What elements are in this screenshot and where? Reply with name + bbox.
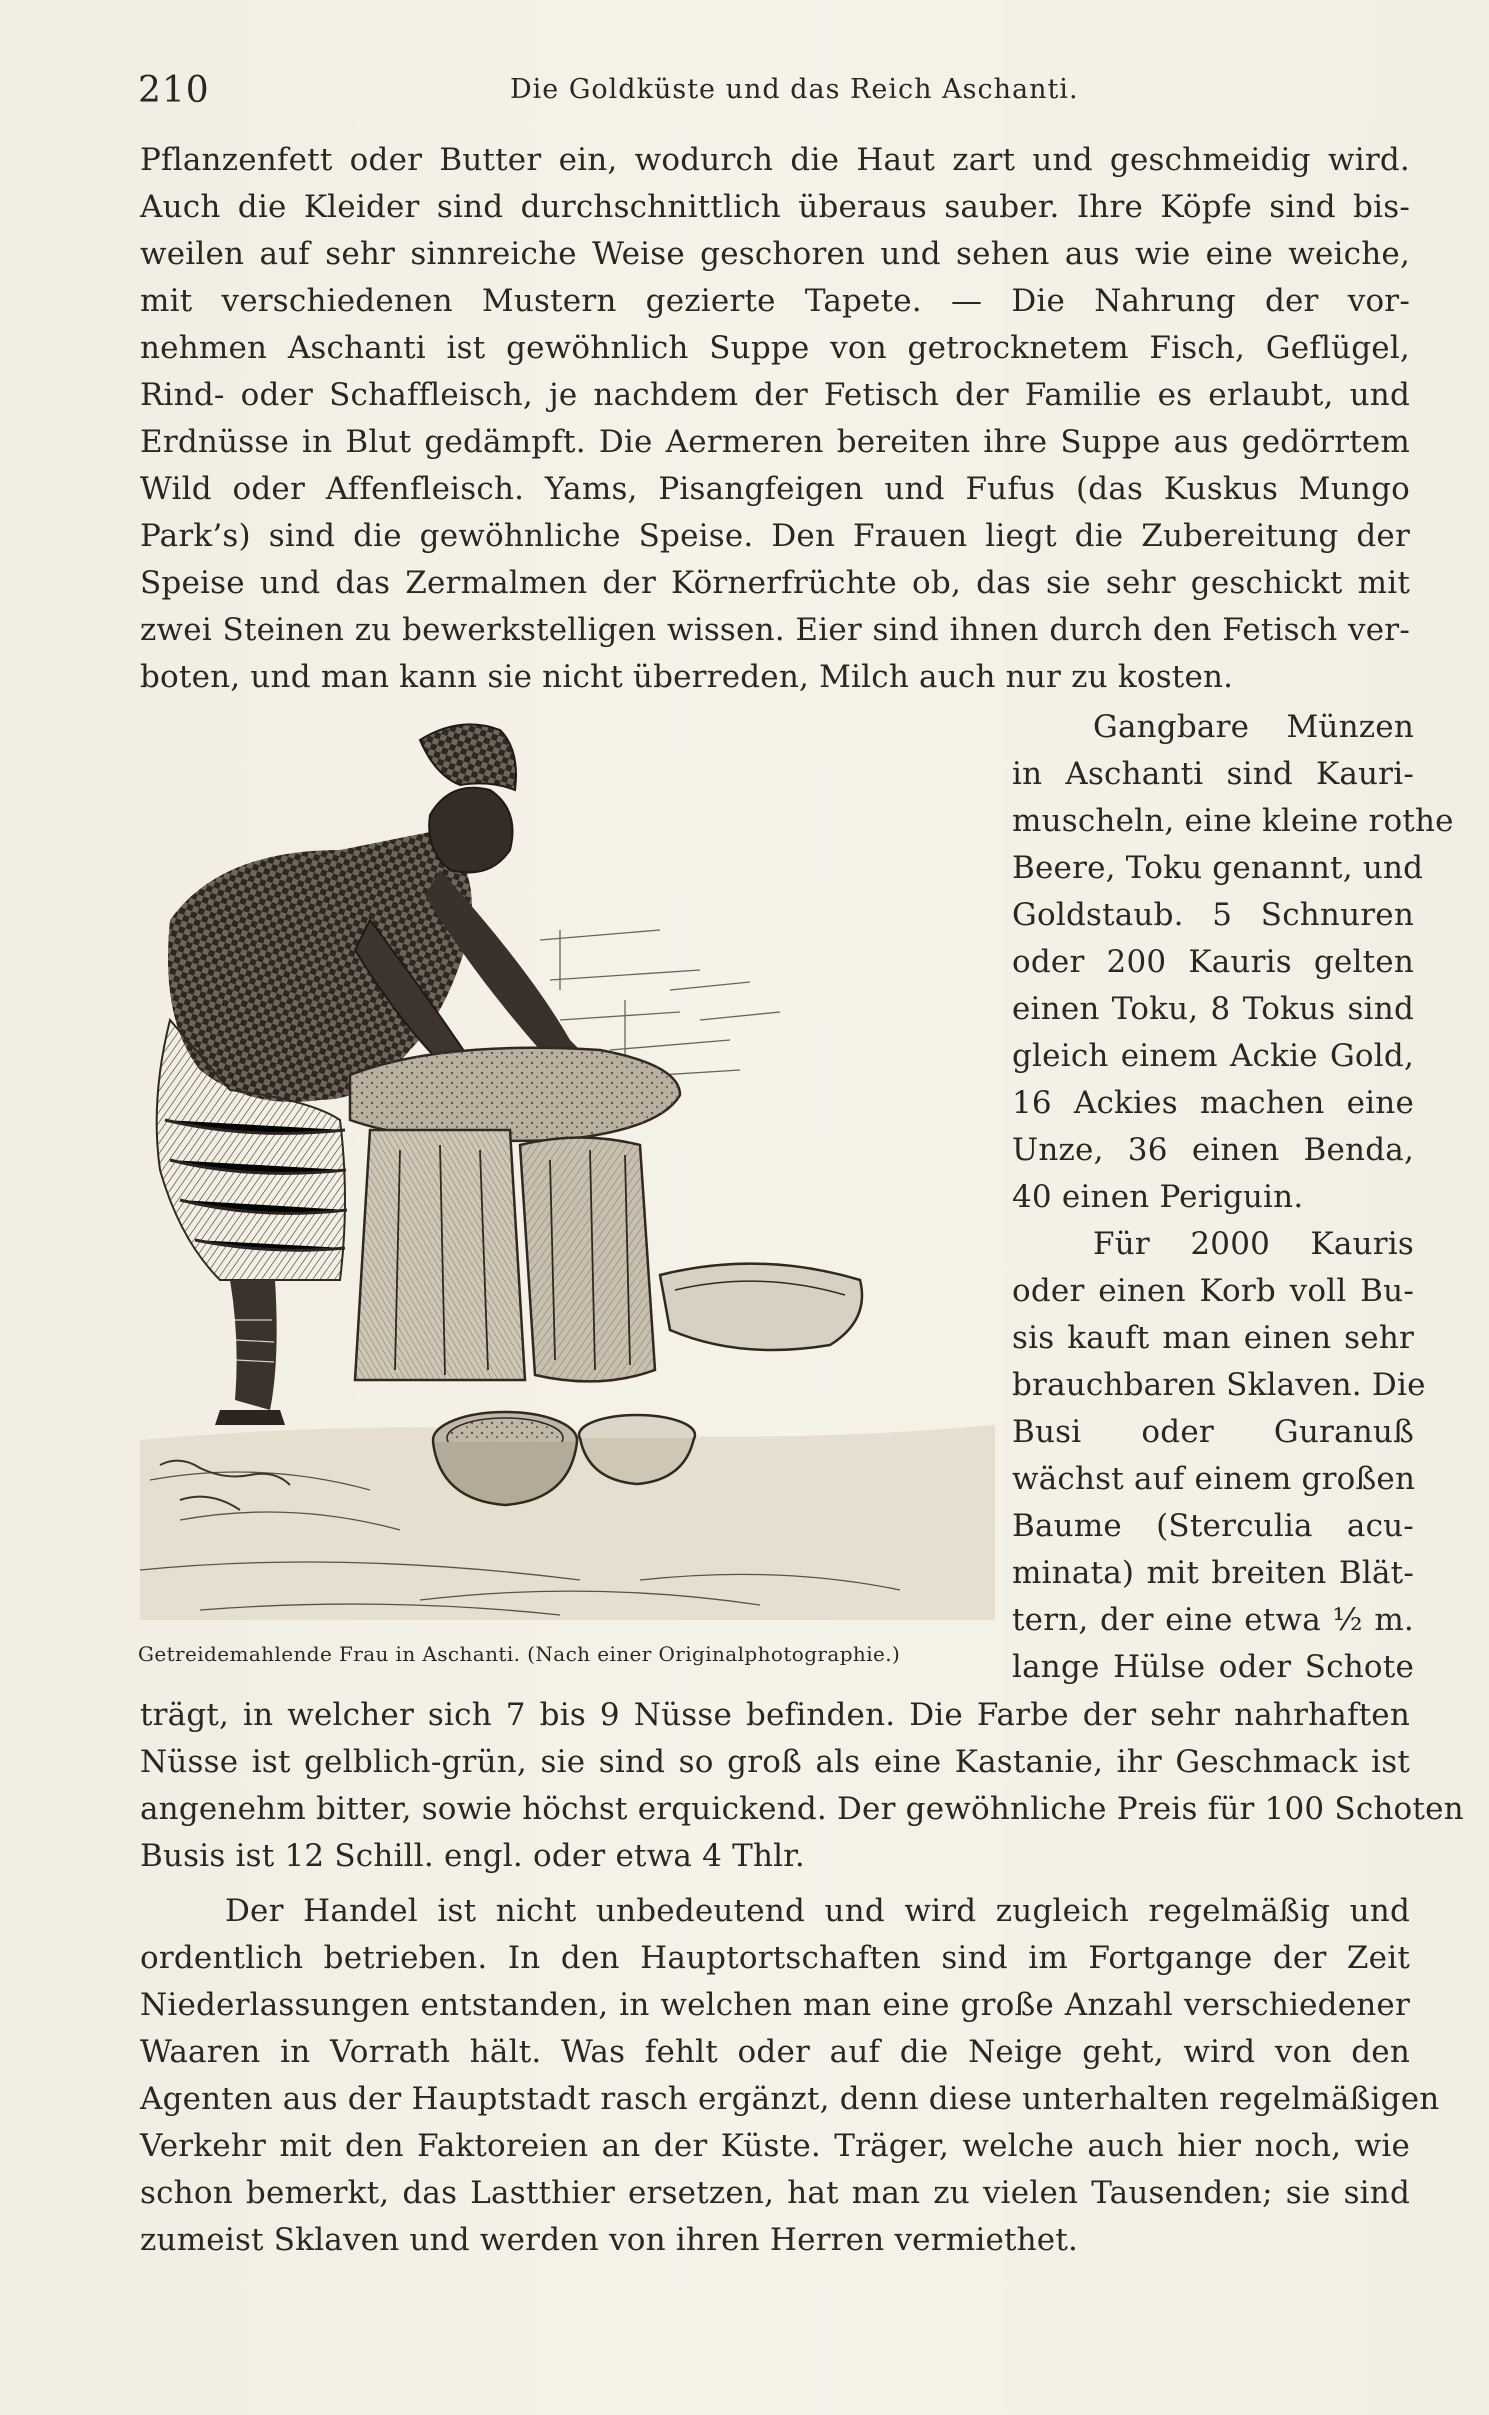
text-line: Busis ist 12 Schill. engl. oder etwa 4 Thlr. xyxy=(140,1838,805,1874)
illustration xyxy=(140,720,995,1638)
right-column-line: oder einen Korb voll Bu- xyxy=(1012,1273,1414,1309)
text-line: Nüsse ist gelblich-grün, sie sind so groß als eine Kastanie, ihr Geschmack ist xyxy=(140,1744,1410,1780)
text-line: weilen auf sehr sinnreiche Weise geschoren und sehen aus wie eine weiche, xyxy=(140,236,1410,272)
right-column-line: Unze, 36 einen Benda, xyxy=(1012,1132,1414,1168)
text-line: Niederlassungen entstanden, in welchen man eine große Anzahl verschiedener xyxy=(140,1987,1410,2023)
right-column-line: sis kauft man einen sehr xyxy=(1012,1320,1414,1356)
woman-grinding-grain-engraving xyxy=(140,720,995,1638)
text-line: trägt, in welcher sich 7 bis 9 Nüsse befinden. Die Farbe der sehr nahrhaften xyxy=(140,1697,1410,1733)
text-line: zwei Steinen zu bewerkstelligen wissen. Eier sind ihnen durch den Fetisch ver- xyxy=(140,612,1410,648)
text-line: schon bemerkt, das Lastthier ersetzen, hat man zu vielen Tausenden; sie sind xyxy=(140,2175,1410,2211)
figure-caption: Getreidemahlende Frau in Aschanti. (Nach einer Originalphotographie.) xyxy=(138,1642,901,1666)
right-column-line: Goldstaub. 5 Schnuren xyxy=(1012,897,1414,933)
text-line: Verkehr mit den Faktoreien an der Küste. Träger, welche auch hier noch, wie xyxy=(140,2128,1410,2164)
right-column-line: minata) mit breiten Blät- xyxy=(1012,1555,1414,1591)
text-line: Der Handel ist nicht unbedeutend und wird zugleich regelmäßig und xyxy=(225,1893,1410,1929)
right-column-line: Gangbare Münzen xyxy=(1093,709,1414,745)
text-line: Erdnüsse in Blut gedämpft. Die Aermeren bereiten ihre Suppe aus gedörrtem xyxy=(140,424,1410,460)
right-column-line: gleich einem Ackie Gold, xyxy=(1012,1038,1414,1074)
text-line: zumeist Sklaven und werden von ihren Herren vermiethet. xyxy=(140,2222,1079,2258)
page-header xyxy=(138,70,1418,120)
right-column-line: 40 einen Periguin. xyxy=(1012,1179,1304,1215)
text-line: Wild oder Affenfleisch. Yams, Pisangfeigen und Fufus (das Kuskus Mungo xyxy=(140,471,1410,507)
text-line: mit verschiedenen Mustern gezierte Tapete. — Die Nahrung der vor- xyxy=(140,283,1410,319)
right-column-line: tern, der eine etwa ½ m. xyxy=(1012,1602,1414,1638)
text-line: Agenten aus der Hauptstadt rasch ergänzt, denn diese unterhalten regelmäßigen xyxy=(140,2081,1440,2117)
right-column-line: 16 Ackies machen eine xyxy=(1012,1085,1414,1121)
right-column-line: Baume (Sterculia acu- xyxy=(1012,1508,1414,1544)
right-column-line: lange Hülse oder Schote xyxy=(1012,1649,1414,1685)
text-line: Park’s) sind die gewöhnliche Speise. Den Frauen liegt die Zubereitung der xyxy=(140,518,1410,554)
text-line: ordentlich betrieben. In den Hauptortschaften sind im Fortgange der Zeit xyxy=(140,1940,1410,1976)
right-column-line: in Aschanti sind Kauri- xyxy=(1012,756,1414,792)
right-column-line: Für 2000 Kauris xyxy=(1093,1226,1414,1262)
text-line: Waaren in Vorrath hält. Was fehlt oder auf die Neige geht, wird von den xyxy=(140,2034,1410,2070)
right-column-line: muscheln, eine kleine rothe xyxy=(1012,803,1454,839)
text-line: nehmen Aschanti ist gewöhnlich Suppe von getrocknetem Fisch, Geflügel, xyxy=(140,330,1410,366)
text-line: Auch die Kleider sind durchschnittlich überaus sauber. Ihre Köpfe sind bis- xyxy=(140,189,1410,225)
right-column-line: Busi oder Guranuß xyxy=(1012,1414,1414,1450)
text-line: angenehm bitter, sowie höchst erquickend. Der gewöhnliche Preis für 100 Schoten xyxy=(140,1791,1464,1827)
page-number: 210 xyxy=(138,70,210,111)
running-head: Die Goldküste und das Reich Aschanti. xyxy=(510,74,1079,105)
text-line: boten, und man kann sie nicht überreden, Milch auch nur zu kosten. xyxy=(140,659,1234,695)
right-column-line: Beere, Toku genannt, und xyxy=(1012,850,1424,886)
text-line: Pflanzenfett oder Butter ein, wodurch die Haut zart und geschmeidig wird. xyxy=(140,142,1410,178)
text-line: Rind- oder Schaffleisch, je nachdem der Fetisch der Familie es erlaubt, und xyxy=(140,377,1410,413)
right-column-line: einen Toku, 8 Tokus sind xyxy=(1012,991,1414,1027)
right-column-line: wächst auf einem großen xyxy=(1012,1461,1416,1497)
text-line: Speise und das Zermalmen der Körnerfrüchte ob, das sie sehr geschickt mit xyxy=(140,565,1410,601)
right-column-line: brauchbaren Sklaven. Die xyxy=(1012,1367,1426,1403)
right-column-line: oder 200 Kauris gelten xyxy=(1012,944,1414,980)
